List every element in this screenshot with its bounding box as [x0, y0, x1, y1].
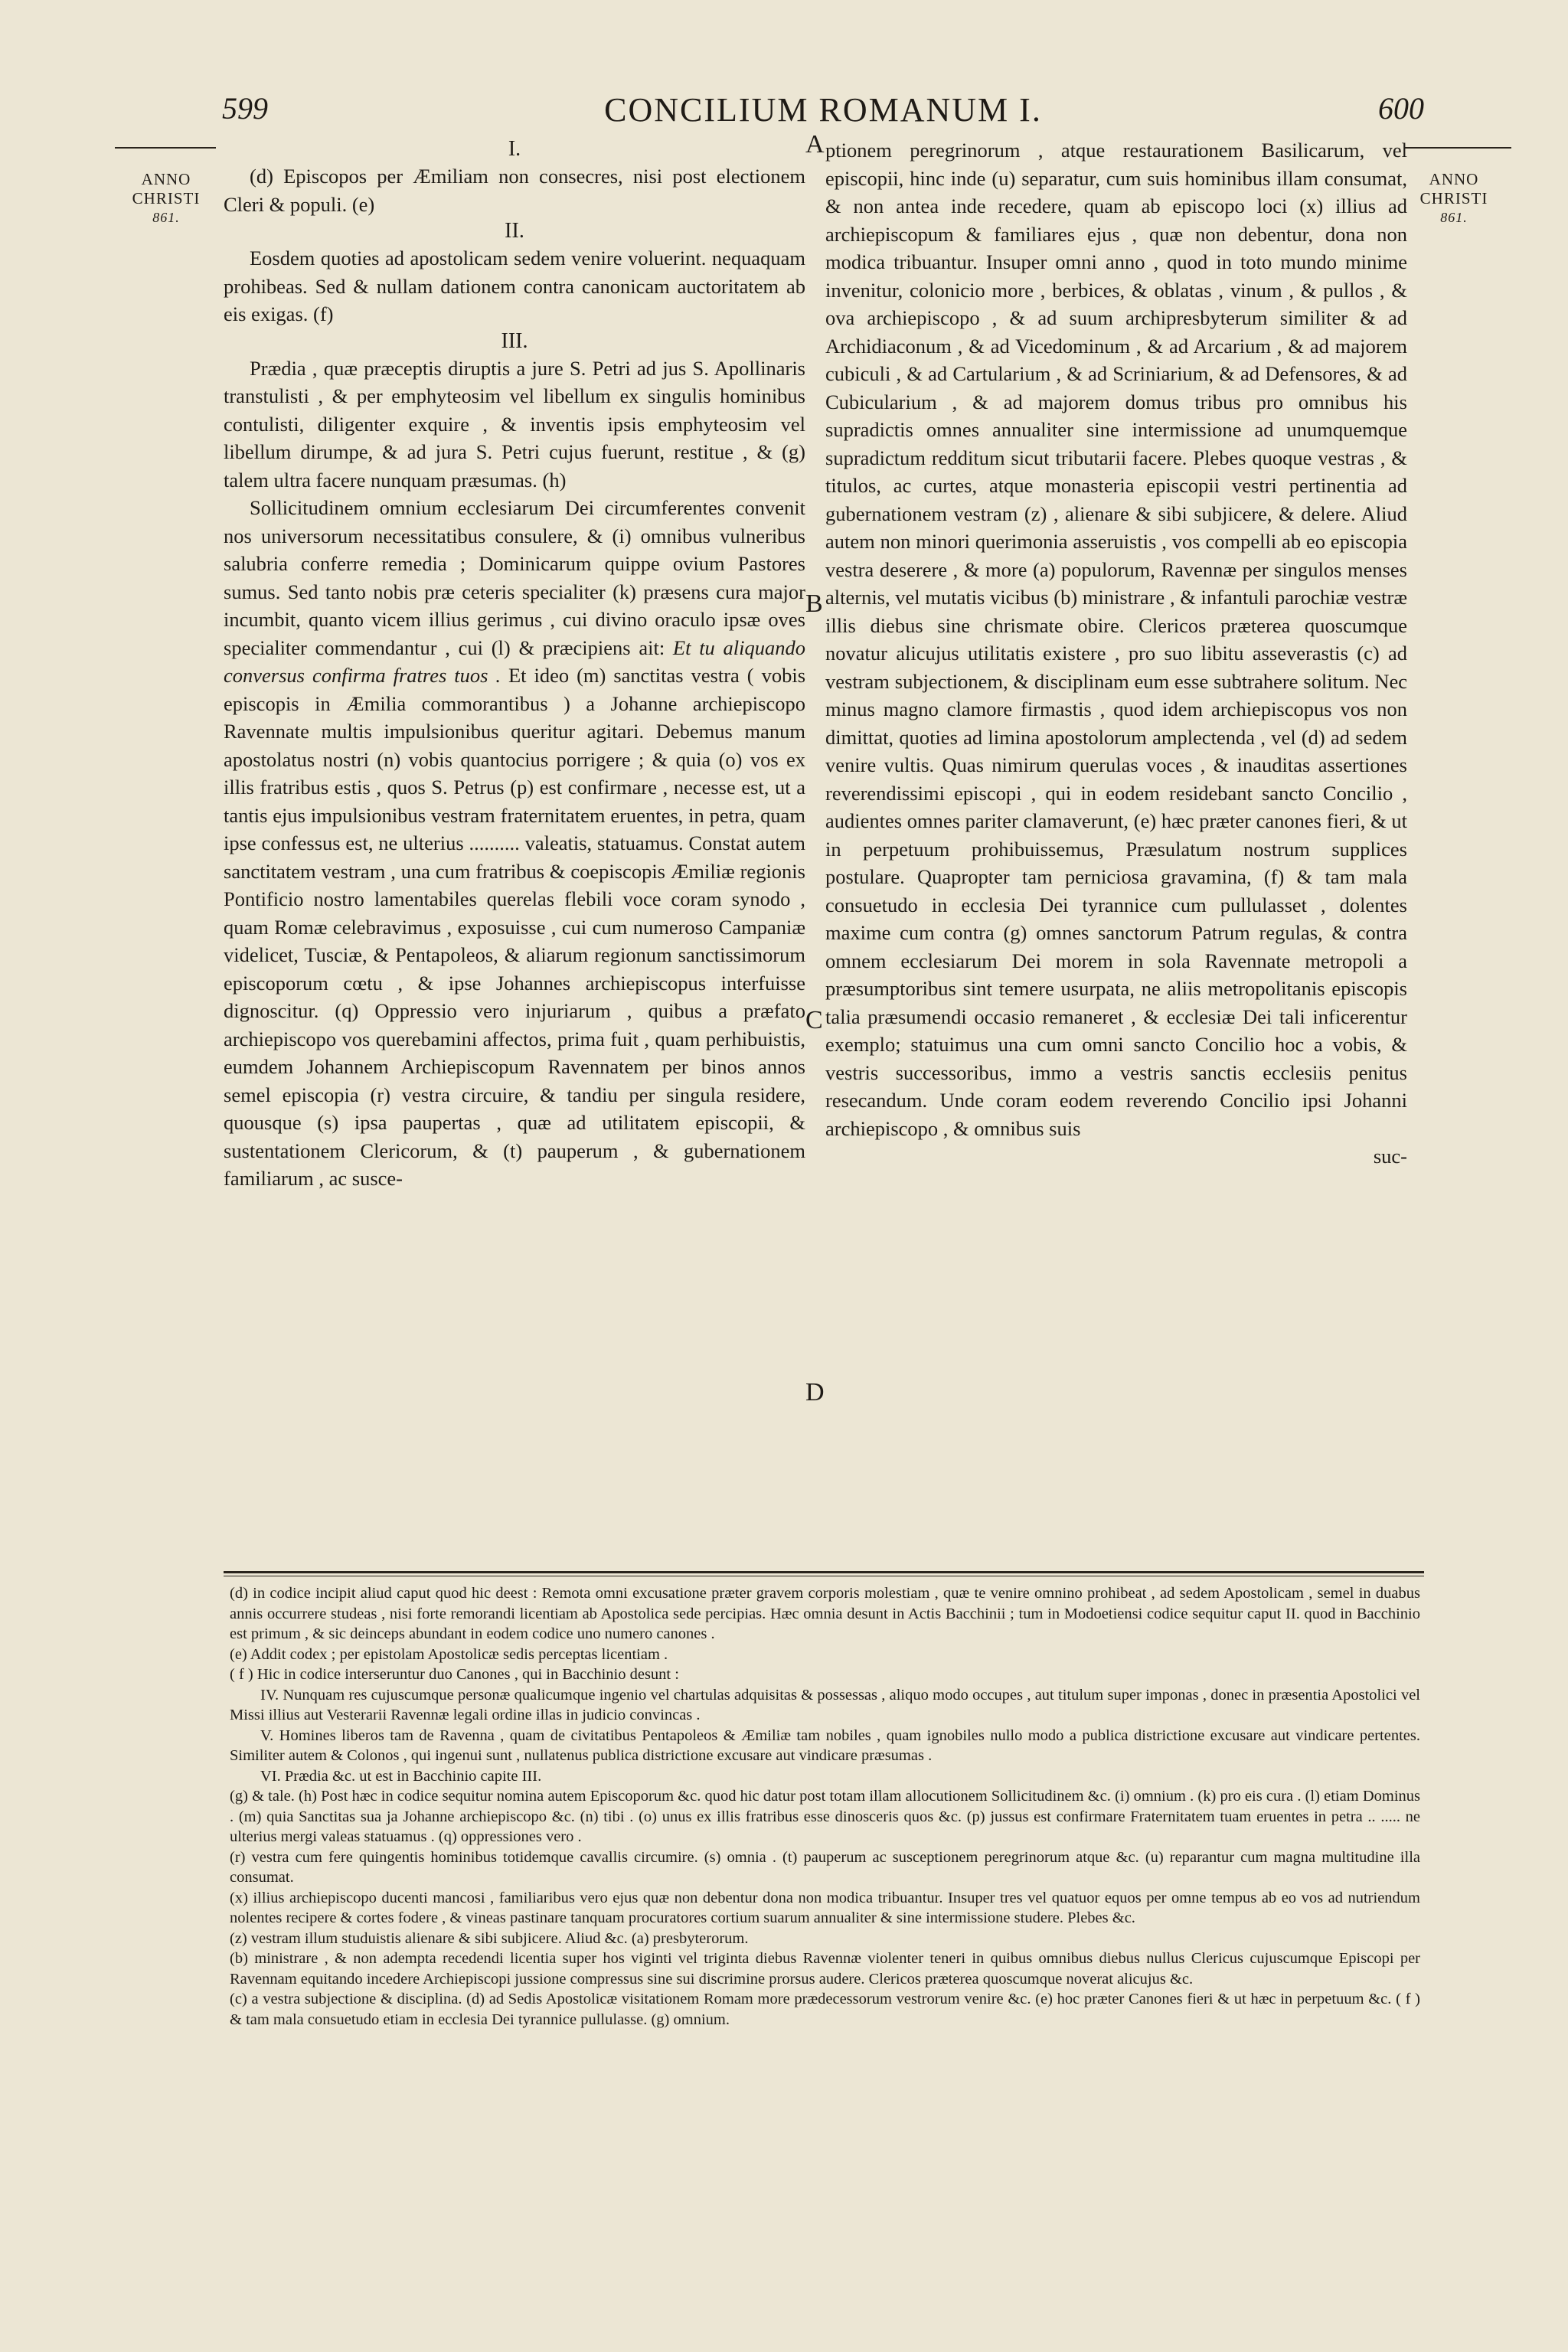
canon-1: (d) Episcopos per Æmiliam non consecres, nisi post electionem Cleri & populi. (e) — [224, 165, 805, 216]
scripture-quote: Et tu aliquando conversus confirma fratres tuos . — [224, 635, 806, 687]
footnote-canon-vi: VI. Prædia &c. ut est in Bacchinio capite III. — [260, 1767, 542, 1785]
christi-label: CHRISTI — [132, 189, 201, 207]
footnote-g-to-q: (g) & tale. (h) Post hæc in codice sequitur nomina autem Episcoporum &c. quod hic datur post totam illam allocutionem Sollicitudinem &c. (i) omnium . (k) pro eis cura . (l) etiam Dominus . (m) quia Sanctitas sua ja Johanne archiepiscopo &c. (n) tibi . (o) unus ex illis fratribus esse dinosceris quos &c. (p) jussus est confirmare Fraternitatem tuam eruentes in petra .. ..... ne ulterius mergi valeas statuamus . (q) oppressiones vero . — [230, 1788, 1420, 1845]
allocution-paragraph — [224, 494, 805, 1193]
running-head — [222, 90, 1424, 133]
catchword: suc- — [1373, 1145, 1407, 1168]
margin-rule-left — [115, 147, 216, 149]
page-title: CONCILIUM ROMANUM I. — [604, 91, 1042, 129]
year-label: 861. — [152, 210, 180, 225]
allocution-continued: Et ideo (m) sanctitas vestra ( vobis episcopis in Æmilia commorantibus ) a Johanne archiepiscopo Ravennate multis impulsionibus queritur agitari. Debemus manum apostolatus nostri (n) vobis quantocius porrigere ; & quia (o) vos ex illis fratribus estis , quos S. Petrus (p) est confirmare , necesse est, ut a tantis ejus impulsionibus vestram fraternitatem eruentes, in petra, quam ipse confessus est, ne ulterius .......... valeatis, statuamus. Constat autem sanctitatem vestram , una cum fratribus & coepiscopis Æmiliæ regionis Pontificio nostro lamentabiles querelas flebili voce coram synodo , quam Romæ celebravimus , exposuisse , cui cum numeroso Campaniæ videlicet, Tusciæ, & Pentapoleos, & aliarum regionum sanctissimorum episcoporum cœtu , & ipse Johannes archiepiscopus interfuisse dignoscitur. (q) Oppressio vero injuriarum , quibus a præfato archiepiscopo vos querebamini affectos, prima fuit , quam perhibuistis, eumdem Johannem Archiepiscopum Ravennatem per binos annos semel episcopia (r) vestra circuire, & tandiu per singula residere, quousque (s) ipsa paupertas , quæ ad utilitatem episcopii, & sustentationem Clericorum, & (t) pauperum , & gubernationem familiarum , ac susce- — [224, 664, 806, 1190]
anno-label: ANNO — [1429, 170, 1479, 188]
page-number-left: 599 — [222, 91, 268, 126]
footnote-f: ( f ) Hic in codice interseruntur duo Canones , qui in Bacchinio desunt : — [230, 1666, 679, 1683]
left-column — [224, 136, 805, 1193]
footnote-r: (r) vestra cum fere quingentis hominibus totidemque cavallis circumire. (s) omnia . (t) pauperum ac susceptionem peregrinorum atque &c. (u) reparantur cum magna multitudine illa consumat. — [230, 1848, 1420, 1886]
right-column — [825, 136, 1407, 1171]
section-letter-d: D — [805, 1378, 825, 1406]
footnote-canon-v: V. Homines liberos tam de Ravenna , quam de civitatibus Pentapoleos & Æmiliæ tam nobiles , quam ignobiles nullo modo a publica districtione excusare aut vindicare pertentes. Similiter autem & Colonos , qui ingenui sunt , nullatenus publica districtione excusare aut vindicare præsumas . — [230, 1726, 1420, 1764]
margin-rule-right — [1404, 147, 1511, 149]
footnote-d: (d) in codice incipit aliud caput quod hic deest : Remota omni excusatione præter gravem corporis molestiam , quæ te venire omnino prohibeat , ad sedem Apostolicam , semel in duabus annis occurrere studeas , nisi forte remorandi licentiam ab Apostolica sede percipias. Hæc omnia desunt in Actis Bacchinii ; tum in Modoetiensi codice sequitur caput II. quod in Bacchinio est primum , & sic deinceps abundant in eodem codice uno numero canones . — [230, 1585, 1420, 1642]
footnote-canon-iv: IV. Nunquam res cujuscumque personæ qualicumque ingenio vel chartulas adquisitas & possessas , aliquo modo occupes , aut titulum super imponas , donec in præsentia Apostolici vel Missi illius aut Vesterarii Ravennæ legali ordine illas in judicio convincas . — [230, 1686, 1420, 1723]
page-number-right: 600 — [1378, 91, 1424, 126]
year-label: 861. — [1440, 210, 1468, 225]
margin-note-right — [1404, 170, 1504, 227]
christi-label: CHRISTI — [1419, 189, 1488, 207]
section-letter-b: B — [805, 590, 823, 618]
margin-note-left — [116, 170, 216, 227]
anno-label: ANNO — [141, 170, 191, 188]
section-heading-1: I. — [508, 137, 521, 161]
section-heading-2: II. — [505, 219, 524, 243]
footnote-z: (z) vestram illum studuistis alienare & sibi subjicere. Aliud &c. (a) presbyterorum. — [230, 1929, 749, 1947]
allocution-text: Sollicitudinem omnium ecclesiarum Dei circumferentes convenit nos universorum necessitatibus consulere, & (i) omnibus vulneribus salubria conferre remedia ; Dominicarum quippe ovium Pastores sumus. Sed tanto nobis præ ceteris specialiter (k) præsens cura major incumbit, quanto vicem illius gerimus , cui divino oraculo ipsæ oves specialiter commendantur , cui (l) & præcipiens ait: — [224, 496, 805, 659]
footnote-b: (b) ministrare , & non adempta recedendi licentia super hos viginti vel triginta diebus Ravennæ violenter teneri in quibus omnibus diebus nullus Clericus cujuscumque Episcopi per Ravennam equitando incedere Archiepiscopi jussione compressus sine sui discrimine prorsus audere. Clericos præterea quoscumque noverat alicujus &c. — [230, 1950, 1420, 1988]
section-letter-c: C — [805, 1006, 823, 1034]
canon-2: Eosdem quoties ad apostolicam sedem venire voluerint. nequaquam prohibeas. Sed & nullam dationem contra canonicam auctoritatem ab eis exigas. (f) — [224, 247, 805, 325]
section-letter-a: A — [805, 130, 825, 158]
section-heading-3: III. — [501, 328, 528, 353]
footnote-rule — [224, 1571, 1424, 1573]
footnote-e: (e) Addit codex ; per epistolam Apostolicæ sedis perceptas licentiam . — [230, 1645, 668, 1663]
footnote-x: (x) illius archiepiscopo ducenti mancosi , familiaribus vero ejus quæ non debentur dona non modica tribuantur. Insuper tres vel quatuor equos per omne tempus ab eo vos ad nutriendum nolentes recipere & cortes fodere , & vineas pastinare tanquam procuratores cortium suarum annualiter & sine intermissione studere. Plebes &c. — [230, 1889, 1420, 1926]
right-column-text: ptionem peregrinorum , atque restaurationem Basilicarum, vel episcopii, hinc inde (u) separatur, cum suis hominibus illam consumat, & non antea inde recedere, quam ab episcopo loci (x) illius ad archiepiscopum & familiares ejus , quæ non debentur, dona non modica tribuantur. Insuper omni anno , quod in toto mundo minime invenitur, colonicio more , berbices, & oblatas , vinum , & pullos , & ova archiepiscopo , & ad suum archipresbyterum similiter & ad Archidiaconum , & ad Vicedominum , & ad Arcarium , & ad majorem cubiculi , & ad Cartularium , & ad Scriniarium, & ad Defensores, & ad Cubicularium , & ad majorem domus tribus pro omnibus his supradictis omnes annualiter sine intermissione ad unumquemque supradictum redditum sicut tributarii facere. Plebes quoque vestras , & titulos, ac curtes, atque monasteria episcopii vestri pertinentia ad gubernationem vestram (z) , alienare & sibi subjicere, & delere. Aliud autem non minori querimonia asseruistis , vos compelli ab eo episcopia vestra deserere , & more (a) populorum, Ravennæ per singulos menses alternis, vel mutatis vicibus (b) ministrare , & infantuli parochiæ vestræ illis diebus sine chrismate obire. Clericos præterea quoscumque novatur alicujus utilitatis existere , pro suo libitu asseverastis (c) ad vestram subjectionem, & disciplinam eum esse subtrahere solitum. Nec minus magno clamore firmastis , quod idem archiepiscopus vos non dimittat, quoties ad limina apostolorum amplectenda , vel (d) ad sedem venire vultis. Quas nimirum querulas voces , & inauditas assertiones reverendissimi episcopi , qui in eodem residebant sancto Concilio , audientes omnes pariter clamaverunt, (e) hæc præter canones fieri, & ut in perpetuum prohibuissemus, Præsulatum nostrum supplices postulare. Quapropter tam perniciosa gravamina, (f) & tam mala consuetudo in ecclesia Dei tyrannice cum pullulasset , dolentes maxime cum contra (g) omnes sanctorum Patrum regulas, & contra omnem ecclesiarum Dei morem in sola Ravennate metropoli a præsumptoribus sint temere usurpata, ne aliis metropolitanis episcopis talia præsumendi occasio remaneret , & ecclesiæ Dei tali inficerentur exemplo; statuimus una cum omni sancto Concilio hoc a vobis, & vestris successoribus, immo a vestris sanctis ecclesiis penitus resecandum. Unde coram eodem reverendo Concilio ipsi Johanni archiepiscopo , & omnibus suis — [825, 139, 1407, 1140]
footnote-c: (c) a vestra subjectione & disciplina. (d) ad Sedis Apostolicæ visitationem Romam more prædecessorum vestrorum venire &c. (e) hoc præter Canones fieri & ut hæc in perpetuum &c. ( f ) & tam mala consuetudo etiam in ecclesia Dei tyrannice pullulasse. (g) omnium. — [230, 1991, 1420, 2028]
footnotes — [230, 1583, 1420, 2030]
canon-3: Prædia , quæ præceptis diruptis a jure S. Petri ad jus S. Apollinaris transtulisti , & per emphyteosim vel libellum ex singulis hominibus contulisti, diligenter exquire , & inventis ipsis emphyteosim vel libellum dirumpe, & ad jura S. Petri cujus fuerunt, restitue , & (g) talem ultra facere nunquam præsumas. (h) — [224, 356, 805, 492]
